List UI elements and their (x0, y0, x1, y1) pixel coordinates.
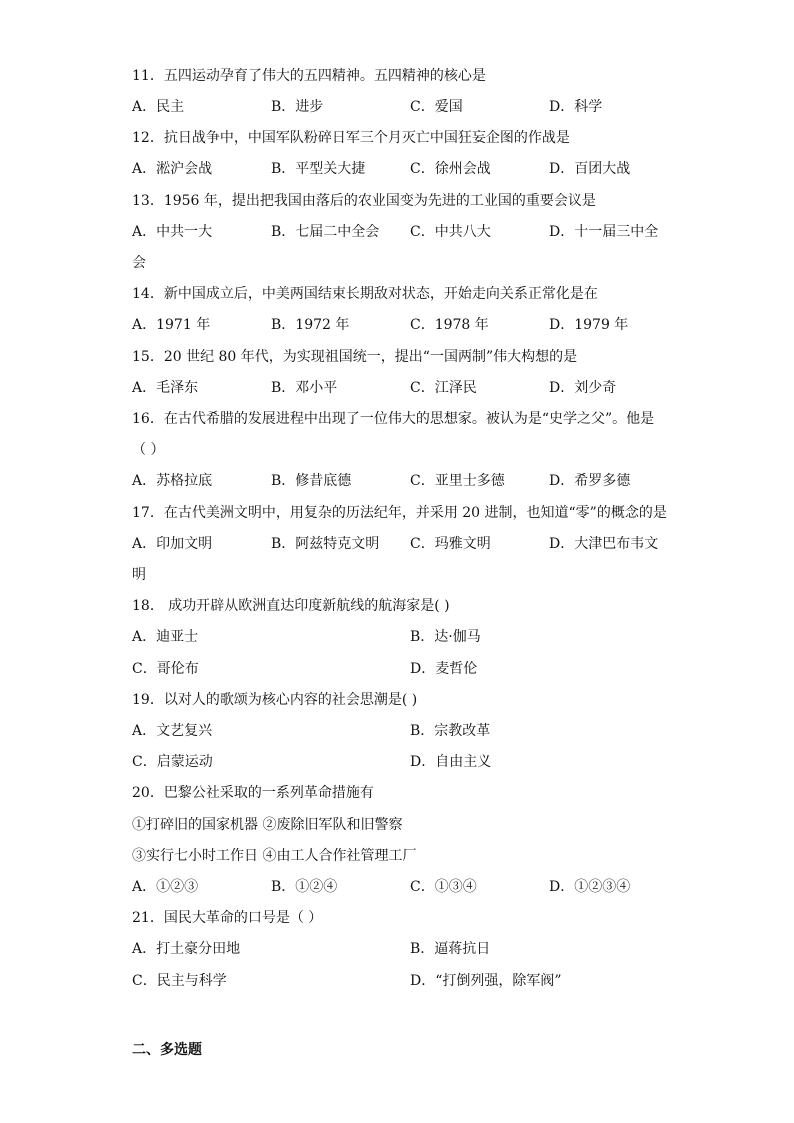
option-d: D．麦哲伦 (410, 661, 478, 677)
option-b: B．逼蒋抗日 (410, 941, 491, 957)
question-stem: 17．在古代美洲文明中，用复杂的历法纪年，并采用 20 进制，也知道“零”的概念的是 (132, 505, 667, 521)
option-b: B．平型关大捷 (271, 161, 366, 177)
option-continuation: 明 (132, 567, 146, 583)
option-b: B．①②④ (271, 879, 338, 895)
option-d: D．“打倒列强，除军阀” (410, 973, 562, 989)
option-c: C．启蒙运动 (132, 754, 213, 770)
option-b: B．邓小平 (271, 380, 338, 396)
option-d: D．大津巴布韦文 (549, 536, 659, 552)
option-continuation: 会 (132, 255, 146, 271)
option-b: B．七届二中全会 (271, 224, 380, 240)
option-a: A．民主 (132, 99, 185, 115)
option-c: C．江泽民 (410, 380, 477, 396)
option-c: C．玛雅文明 (410, 536, 491, 552)
option-d: D．自由主义 (410, 754, 492, 770)
option-a: A．1971 年 (132, 317, 211, 333)
option-c: C．哥伦布 (132, 661, 199, 677)
option-b: B．进步 (271, 99, 324, 115)
option-c: C．1978 年 (410, 317, 489, 333)
option-d: D．科学 (549, 99, 603, 115)
option-a: A．①②③ (132, 879, 199, 895)
question-stem: 15．20 世纪 80 年代，为实现祖国统一，提出“一国两制”伟大构想的是 (132, 349, 578, 365)
question-stem: 16．在古代希腊的发展进程中出现了一位伟大的思想家。被认为是“史学之父”。他是 (132, 411, 655, 427)
option-d: D．刘少奇 (549, 380, 617, 396)
option-a: A．印加文明 (132, 536, 213, 552)
option-a: A．毛泽东 (132, 380, 199, 396)
option-c: C．①③④ (410, 879, 477, 895)
option-b: B．1972 年 (271, 317, 350, 333)
option-a: A．淞沪会战 (132, 161, 213, 177)
option-d: D．①②③④ (549, 879, 631, 895)
option-b: B．宗教改革 (410, 723, 491, 739)
option-a: A．中共一大 (132, 224, 213, 240)
question-stem: 13．1956 年，提出把我国由落后的农业国变为先进的工业国的重要会议是 (132, 193, 596, 209)
statement-line: ①打碎旧的国家机器 ②废除旧军队和旧警察 (132, 817, 403, 833)
option-d: D．百团大战 (549, 161, 631, 177)
question-stem: 11．五四运动孕育了伟大的五四精神。五四精神的核心是 (132, 68, 486, 84)
statement-line: ③实行七小时工作日 ④由工人合作社管理工厂 (132, 848, 417, 864)
option-b: B．达·伽马 (410, 629, 481, 645)
question-stem: 18． 成功开辟从欧洲直达印度新航线的航海家是( ) (132, 598, 450, 614)
option-c: C．民主与科学 (132, 973, 227, 989)
option-c: C．徐州会战 (410, 161, 491, 177)
option-a: A．文艺复兴 (132, 723, 213, 739)
option-c: C．亚里士多德 (410, 473, 505, 489)
option-d: D．希罗多德 (549, 473, 631, 489)
option-a: A．打土豪分田地 (132, 941, 241, 957)
question-stem: 19．以对人的歌颂为核心内容的社会思潮是( ) (132, 692, 418, 708)
option-c: C．爱国 (410, 99, 463, 115)
question-stem: 14．新中国成立后，中美两国结束长期敌对状态，开始走向关系正常化是在 (132, 286, 598, 302)
question-stem: 21．国民大革命的口号是（ ） (132, 910, 323, 926)
question-stem: 20．巴黎公社采取的一系列革命措施有 (132, 785, 374, 801)
option-c: C．中共八大 (410, 224, 491, 240)
option-b: B．阿兹特克文明 (271, 536, 380, 552)
answer-blank: （ ） (132, 442, 165, 458)
section-title: 二、多选题 (132, 1042, 202, 1058)
option-a: A．苏格拉底 (132, 473, 213, 489)
option-b: B．修昔底德 (271, 473, 352, 489)
option-d: D．1979 年 (549, 317, 629, 333)
question-stem: 12．抗日战争中，中国军队粉碎日军三个月灭亡中国狂妄企图的作战是 (132, 130, 570, 146)
option-d: D．十一届三中全 (549, 224, 659, 240)
option-a: A．迪亚士 (132, 629, 199, 645)
